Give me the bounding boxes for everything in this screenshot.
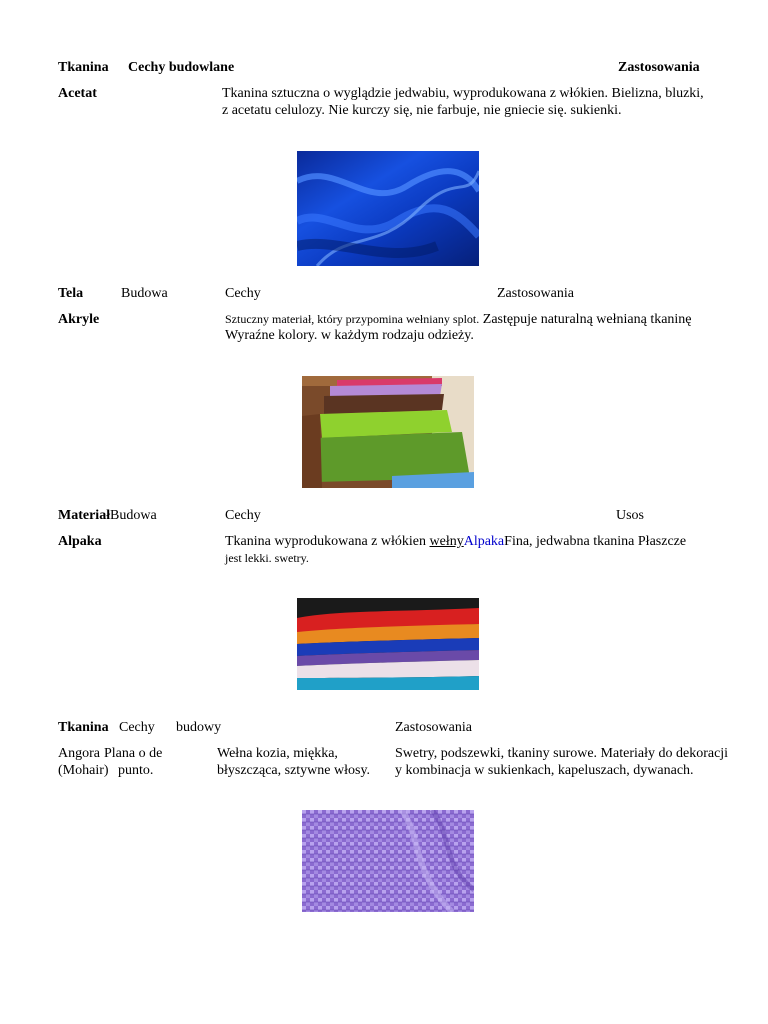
header-tela: Tela xyxy=(58,286,84,301)
stacked-colorful-alpaca-fabrics-photo xyxy=(297,598,479,700)
alpaka-text-end: Fina, jedwabna tkanina Płaszcze xyxy=(504,534,687,549)
folded-acrylic-fabrics-photo xyxy=(302,376,474,488)
fabric-name-akryle: Akryle xyxy=(58,312,100,327)
header-cechy-budowlane: Cechy budowlane xyxy=(128,60,235,75)
fabric-name-mohair: (Mohair) xyxy=(58,763,109,778)
acetat-description-line2: z acetatu celulozy. Nie kurczy się, nie farbuje, nie gniecie się. sukienki. xyxy=(222,103,622,118)
header-usos: Usos xyxy=(616,508,645,523)
header-cechy: Cechy xyxy=(225,286,261,301)
header-zastosowania: Zastosowania xyxy=(618,60,700,75)
fabric-name-acetat: Acetat xyxy=(58,86,97,101)
angora-weave-line1: Plana o de xyxy=(104,746,163,761)
alpaka-link[interactable]: Alpaka xyxy=(463,534,505,549)
header-zastosowania: Zastosowania xyxy=(395,720,472,735)
header-material: Materiał xyxy=(58,508,111,523)
header-cechy: Cechy xyxy=(119,720,155,735)
akryle-feature-text: Sztuczny materiał, który przypomina wełniany splot. xyxy=(225,312,480,326)
header-tkanina: Tkanina xyxy=(58,720,109,735)
header-tkanina: Tkanina xyxy=(58,60,109,75)
akryle-description-line1 xyxy=(225,311,692,328)
angora-weave-line2: punto. xyxy=(118,763,154,778)
akryle-description-line2: Wyraźne kolory. w każdym rodzaju odzieży. xyxy=(225,328,474,343)
blue-satin-fabric-photo xyxy=(297,151,479,266)
header-zastosowania: Zastosowania xyxy=(497,286,574,301)
alpaka-description-line2: jest lekki. swetry. xyxy=(225,551,309,565)
header-budowa: Budowa xyxy=(110,508,157,523)
angora-features-line1: Wełna kozia, miękka, xyxy=(217,746,338,761)
purple-mohair-fabric-photo xyxy=(302,810,474,912)
alpaka-description-line1 xyxy=(225,533,686,550)
fabric-name-alpaka: Alpaka xyxy=(58,534,102,549)
acetat-description-line1: Tkanina sztuczna o wyglądzie jedwabiu, wyprodukowana z włókien. Bielizna, bluzki, xyxy=(222,86,704,101)
wool-link[interactable]: wełny xyxy=(429,534,464,549)
angora-uses-line1: Swetry, podszewki, tkaniny surowe. Materiały do dekoracji xyxy=(395,746,729,761)
alpaka-text-start: Tkanina wyprodukowana z włókien xyxy=(225,534,430,549)
header-budowa: Budowa xyxy=(121,286,168,301)
akryle-use-text: Zastępuje naturalną wełnianą tkaninę xyxy=(482,312,692,327)
angora-features-line2: błyszcząca, sztywne włosy. xyxy=(217,763,371,778)
fabric-name-angora: Angora xyxy=(58,746,100,761)
header-budowy: budowy xyxy=(176,720,222,735)
angora-uses-line2: y kombinacja w sukienkach, kapeluszach, dywanach. xyxy=(395,763,694,778)
header-cechy: Cechy xyxy=(225,508,261,523)
